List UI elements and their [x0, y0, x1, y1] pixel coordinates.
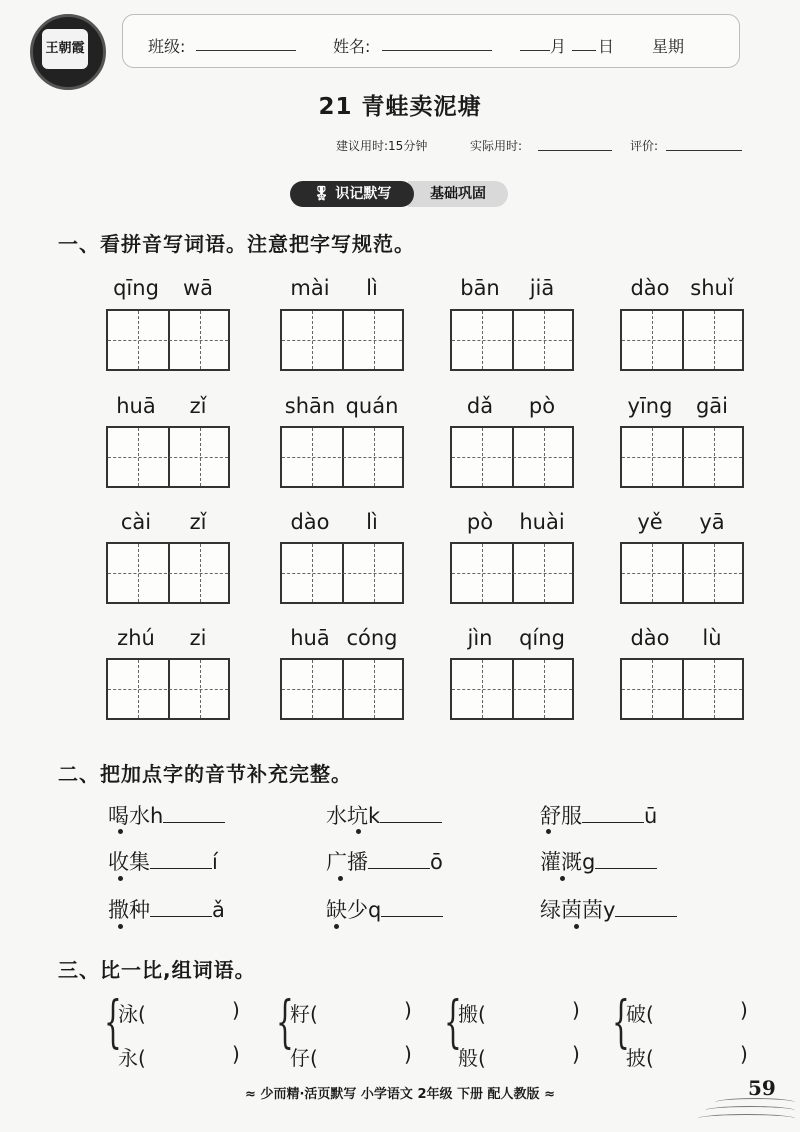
pinyin-label: lì	[366, 510, 378, 534]
pinyin-label: dǎ	[466, 394, 494, 418]
day-field[interactable]	[572, 50, 596, 51]
syllable-item	[540, 800, 657, 830]
writing-grid[interactable]	[450, 658, 574, 720]
final: ū	[644, 804, 658, 828]
initial: q	[368, 898, 382, 922]
final: í	[212, 850, 218, 874]
emphasis-dot	[118, 876, 123, 881]
name-label: 姓名:	[333, 37, 371, 56]
writing-grid[interactable]	[280, 426, 404, 488]
word: 撒种	[108, 898, 150, 922]
pinyin-label: cài	[120, 510, 152, 534]
answer-blank[interactable]	[595, 850, 657, 869]
pinyin-label: zǐ	[189, 510, 207, 534]
word: 水坑	[326, 804, 368, 828]
writing-grid[interactable]	[280, 542, 404, 604]
syllable-item	[540, 846, 657, 876]
writing-grid[interactable]	[450, 309, 574, 371]
month-label: 月	[550, 37, 567, 56]
compare-char: 永(	[118, 1046, 146, 1070]
page-number: 59	[748, 1076, 776, 1100]
writing-grid[interactable]	[106, 658, 230, 720]
section1-heading: 一、看拼音写词语。注意把字写规范。	[58, 232, 415, 256]
syllable-item	[108, 894, 225, 924]
syllable-item	[326, 800, 442, 830]
section3-heading: 三、比一比,组词语。	[58, 958, 256, 982]
syllable-item	[326, 846, 443, 876]
month-field[interactable]	[520, 50, 550, 51]
pinyin-label: lù	[702, 626, 722, 650]
close-paren: )	[740, 1042, 748, 1066]
answer-blank[interactable]	[154, 998, 224, 1024]
initial: k	[368, 804, 381, 828]
pinyin-label: qīng	[113, 276, 159, 300]
syllable-item	[326, 894, 443, 924]
badge-primary	[290, 181, 414, 207]
pinyin-label: huài	[519, 510, 565, 534]
emphasis-dot	[560, 876, 565, 881]
answer-blank[interactable]	[163, 804, 225, 823]
writing-grid[interactable]	[106, 309, 230, 371]
final: ǎ	[212, 898, 225, 922]
header-bar	[122, 14, 740, 68]
brace-icon: {	[612, 990, 630, 1055]
syllable-item	[108, 800, 225, 830]
pinyin-label: yā	[699, 510, 725, 534]
emphasis-dot	[334, 924, 339, 929]
emphasis-dot	[118, 829, 123, 834]
pinyin-label: lì	[366, 276, 378, 300]
answer-blank[interactable]	[380, 804, 442, 823]
answer-blank[interactable]	[150, 898, 212, 917]
writing-grid[interactable]	[106, 426, 230, 488]
pinyin-label: zhú	[117, 626, 155, 650]
badge-primary-label: 识记默写	[335, 186, 392, 202]
pinyin-label: quán	[345, 394, 399, 418]
pinyin-label: dào	[630, 276, 670, 300]
answer-blank[interactable]	[326, 1042, 396, 1068]
logo-text: 王朝霞	[42, 29, 88, 69]
writing-grid[interactable]	[620, 542, 744, 604]
decorative-wave	[698, 1114, 795, 1123]
initial: h	[150, 804, 164, 828]
page-title: 21 青蛙卖泥塘	[318, 94, 482, 120]
answer-blank[interactable]	[154, 1042, 224, 1068]
compare-char: 泳(	[118, 1002, 146, 1026]
actual-time-field[interactable]	[538, 150, 612, 151]
compare-char: 破(	[626, 1002, 654, 1026]
answer-blank[interactable]	[150, 850, 212, 869]
syllable-item	[540, 894, 677, 924]
writing-grid[interactable]	[450, 542, 574, 604]
writing-grid[interactable]	[280, 309, 404, 371]
close-paren: )	[740, 998, 748, 1022]
emphasis-dot	[574, 924, 579, 929]
close-paren: )	[404, 1042, 412, 1066]
word: 喝水	[108, 804, 150, 828]
initial: g	[582, 850, 596, 874]
writing-grid[interactable]	[620, 426, 744, 488]
answer-blank[interactable]	[582, 804, 644, 823]
pinyin-label: zǐ	[189, 394, 207, 418]
writing-grid[interactable]	[450, 426, 574, 488]
word: 缺少	[326, 898, 368, 922]
brace-icon: {	[276, 990, 294, 1055]
brace-icon: {	[104, 990, 122, 1055]
close-paren: )	[404, 998, 412, 1022]
answer-blank[interactable]	[326, 998, 396, 1024]
badge-secondary: 基础巩固	[408, 181, 508, 207]
suggested-time: 建议用时:15分钟	[336, 139, 428, 153]
pinyin-label: wā	[182, 276, 214, 300]
emphasis-dot	[118, 924, 123, 929]
footer-text: ≈ 少而精·活页默写 小学语文 2年级 下册 配人教版 ≈	[245, 1087, 555, 1102]
logo	[30, 14, 106, 90]
answer-blank[interactable]	[662, 998, 732, 1024]
writing-grid[interactable]	[106, 542, 230, 604]
medal-icon: 🎖	[312, 186, 331, 202]
pinyin-label: cóng	[346, 626, 398, 650]
word: 收集	[108, 850, 150, 874]
word: 绿茵茵	[540, 898, 603, 922]
emphasis-dot	[338, 876, 343, 881]
writing-grid[interactable]	[620, 309, 744, 371]
emphasis-dot	[356, 829, 361, 834]
writing-grid[interactable]	[280, 658, 404, 720]
pinyin-label: pò	[528, 394, 556, 418]
word: 广播	[326, 850, 368, 874]
initial: y	[603, 898, 616, 922]
pinyin-label: pò	[466, 510, 494, 534]
section2-heading: 二、把加点字的音节补充完整。	[58, 762, 352, 786]
pinyin-label: gāi	[695, 394, 729, 418]
answer-blank[interactable]	[494, 998, 564, 1024]
pinyin-label: zi	[189, 626, 207, 650]
compare-char: 仔(	[290, 1046, 318, 1070]
class-field[interactable]	[196, 50, 296, 51]
pinyin-label: jìn	[467, 626, 493, 650]
compare-char: 搬(	[458, 1002, 486, 1026]
emphasis-dot	[546, 829, 551, 834]
actual-time-label: 实际用时:	[470, 139, 523, 153]
pinyin-label: jiā	[529, 276, 555, 300]
close-paren: )	[572, 1042, 580, 1066]
answer-blank[interactable]	[494, 1042, 564, 1068]
week-label: 星期	[652, 37, 685, 56]
pinyin-label: dào	[290, 510, 330, 534]
pinyin-label: shān	[284, 394, 336, 418]
compare-char: 般(	[458, 1046, 486, 1070]
pinyin-label: huā	[290, 626, 330, 650]
pinyin-label: mài	[290, 276, 330, 300]
word: 灌溉	[540, 850, 582, 874]
pinyin-label: bān	[460, 276, 500, 300]
close-paren: )	[572, 998, 580, 1022]
close-paren: )	[232, 1042, 240, 1066]
answer-blank[interactable]	[615, 898, 677, 917]
pinyin-label: dào	[630, 626, 670, 650]
compare-char: 披(	[626, 1046, 654, 1070]
answer-blank[interactable]	[368, 850, 430, 869]
pinyin-label: yě	[637, 510, 663, 534]
evaluation-field[interactable]	[666, 150, 742, 151]
word: 舒服	[540, 804, 582, 828]
pinyin-label: huā	[116, 394, 156, 418]
evaluation-label: 评价:	[630, 139, 659, 153]
close-paren: )	[232, 998, 240, 1022]
syllable-item	[108, 846, 218, 876]
final: ō	[430, 850, 443, 874]
answer-blank[interactable]	[381, 898, 443, 917]
name-field[interactable]	[382, 50, 492, 51]
answer-blank[interactable]	[662, 1042, 732, 1068]
day-label: 日	[598, 37, 615, 56]
pinyin-label: qíng	[519, 626, 565, 650]
pinyin-label: shuǐ	[690, 276, 734, 300]
compare-char: 籽(	[290, 1002, 318, 1026]
pinyin-label: yīng	[627, 394, 673, 418]
brace-icon: {	[444, 990, 462, 1055]
writing-grid[interactable]	[620, 658, 744, 720]
class-label: 班级:	[148, 37, 186, 56]
